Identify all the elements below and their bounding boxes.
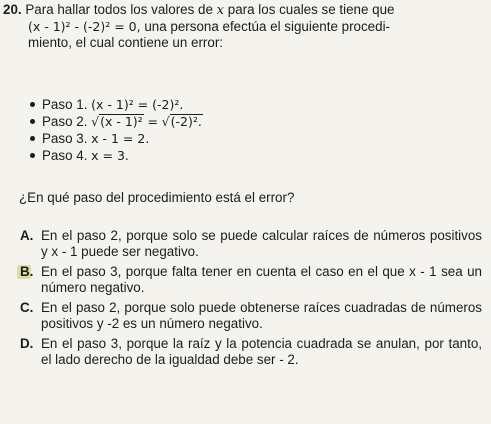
option-c[interactable] [20,300,482,332]
step-math: (x - 1)² = (-2)². [91,97,184,112]
step-label: Paso 3. [42,131,88,146]
option-text: En el paso 3, porque la raíz y la potencia cuadrada se anulan, por tanto, el lado derecho de la igualdad debe ser - 2. [41,336,482,367]
problem-text-1: Para hallar todos los valores de [25,2,213,17]
step-math: x = 3. [91,148,129,163]
step-math: x - 1 = 2. [91,131,150,146]
bullet-icon [30,153,35,158]
step-label: Paso 2. [42,114,88,129]
option-letter: A. [20,228,34,243]
step-3 [30,130,203,147]
bullet-icon [30,136,35,141]
question-prompt: ¿En qué paso del procedimiento está el error? [19,190,295,205]
bullet-icon [30,102,35,107]
option-text: En el paso 2, porque solo se puede calcular raíces de números positivos y x - 1 puede ser negativo. [41,228,482,259]
step-4 [30,147,203,164]
variable-x: x [216,3,225,18]
option-text: En el paso 3, porque falta tener en cuenta el caso en el que x - 1 sea un número negativo. [41,264,482,295]
problem-text-2: una persona efectúa el siguiente procedi- [144,19,391,34]
problem-line-2 [3,19,487,35]
step-math-left: (x - 1)² [100,114,143,129]
step-1 [30,96,203,113]
step-math-right: (-2)². [170,114,202,129]
option-d[interactable] [20,336,482,368]
option-letter: D. [20,336,34,351]
sqrt-symbol-icon: √ [161,114,170,129]
problem-line-3 [3,35,487,51]
problem-equation: (x - 1)² - (-2)² = 0, [28,19,141,34]
option-a[interactable] [20,228,482,260]
step-2 [30,113,203,130]
step-label: Paso 4. [42,148,88,163]
problem-line-1 [3,2,487,19]
sqrt-symbol-icon: √ [91,114,100,129]
problem-statement [3,2,487,51]
steps-list [30,96,203,164]
answer-options [20,228,482,372]
option-letter: C. [20,300,34,315]
bullet-icon [30,119,35,124]
problem-text-1-end: para los cuales se tiene que [227,2,395,17]
problem-text-3: miento, el cual contiene un error: [28,35,224,50]
step-label: Paso 1. [42,97,88,112]
option-letter: B. [20,264,34,279]
option-text: En el paso 2, porque solo puede obtenerse raíces cuadradas de números positivos y -2 es un número negativo. [41,300,482,331]
step-equals: = [147,114,158,129]
question-number: 20. [3,2,22,17]
option-b[interactable] [20,264,482,296]
